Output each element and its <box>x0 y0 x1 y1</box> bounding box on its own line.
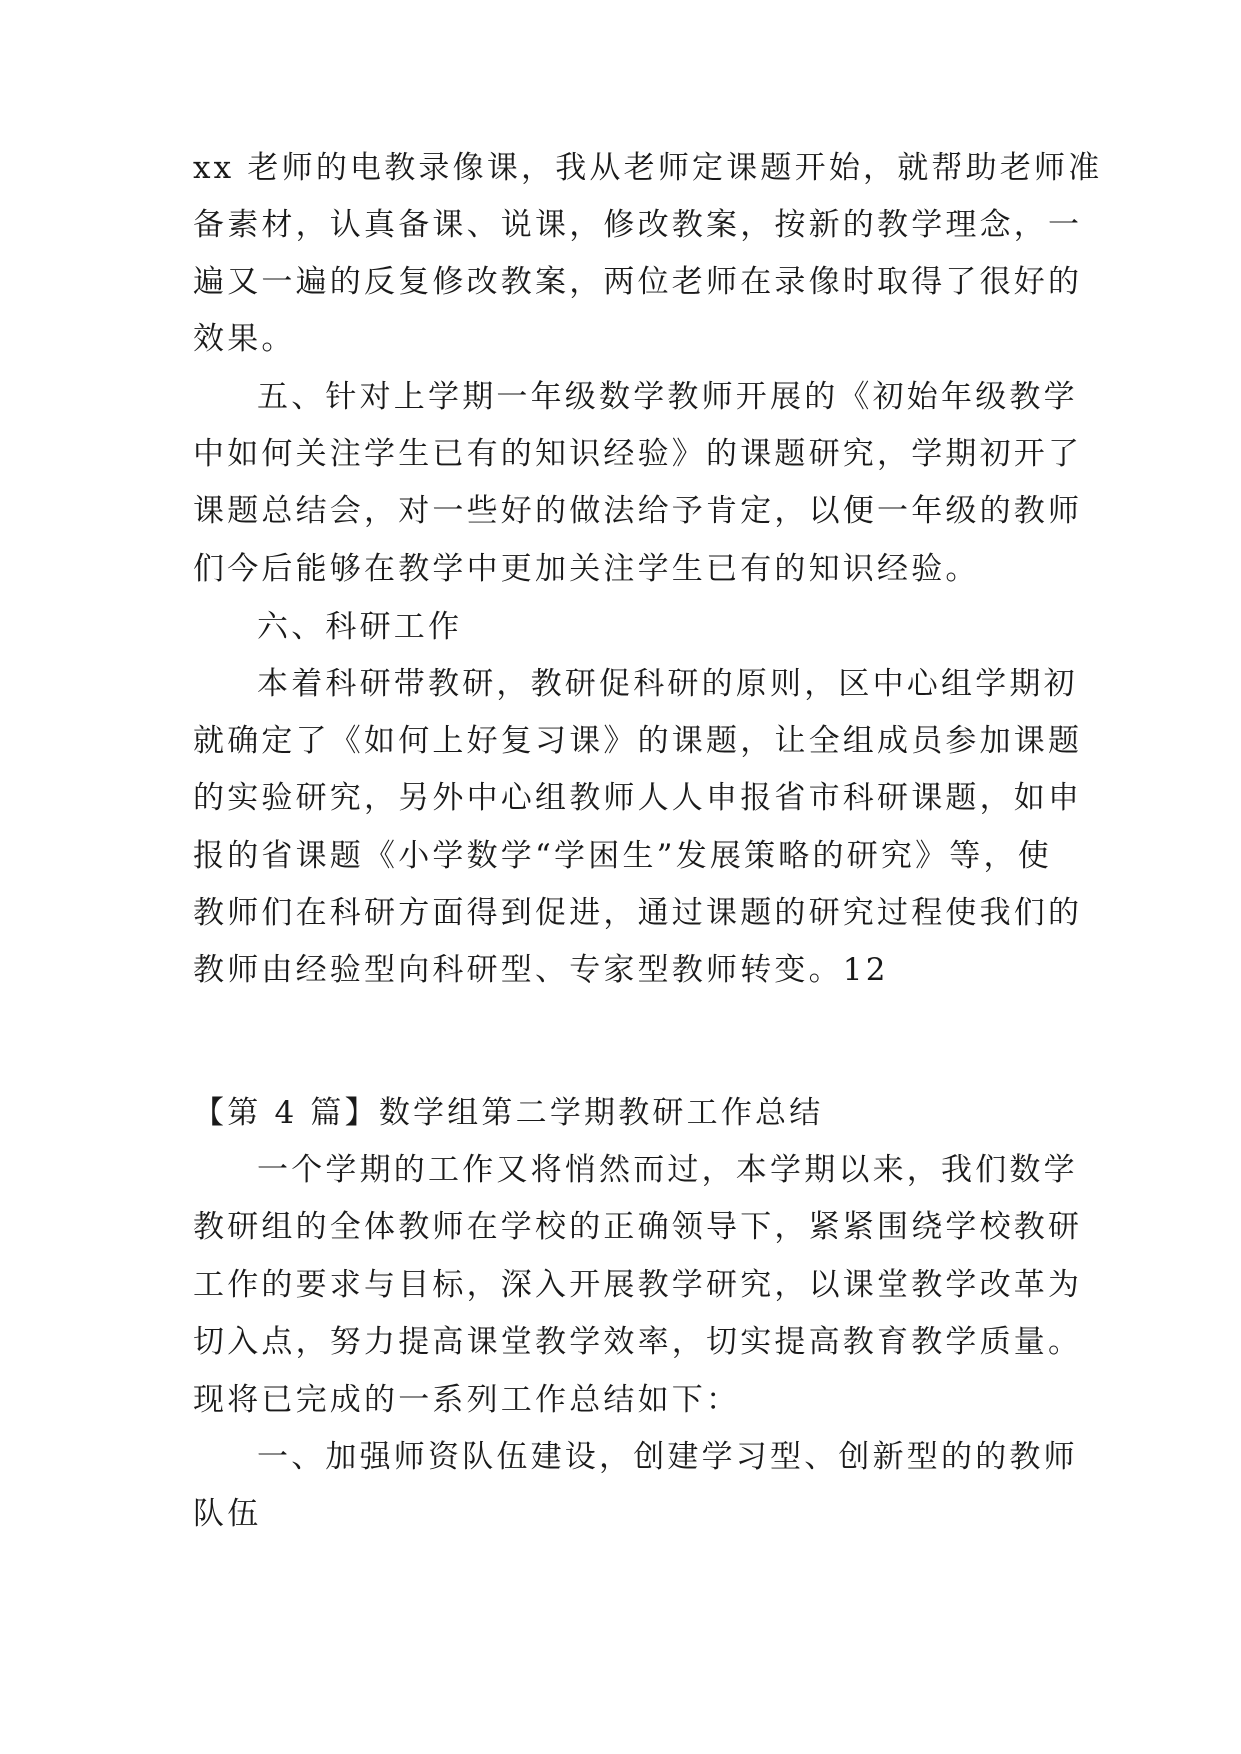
paragraph-line: 遍又一遍的反复修改教案，两位老师在录像时取得了很好的 <box>193 264 1083 300</box>
paragraph-line: 备素材，认真备课、说课，修改教案，按新的教学理念，一 <box>193 207 1083 243</box>
paragraph-line: 的实验研究，另外中心组教师人人申报省市科研课题，如申 <box>193 780 1083 816</box>
paragraph-line: 队伍 <box>193 1496 262 1532</box>
paragraph-line: 工作的要求与目标，深入开展教学研究，以课堂教学改革为 <box>193 1267 1083 1303</box>
paragraph-line: 报的省课题《小学数学“学困生”发展策略的研究》等，使 <box>193 838 1052 874</box>
paragraph-line: 现将已完成的一系列工作总结如下： <box>193 1382 741 1418</box>
paragraph-line: 五、针对上学期一年级数学教师开展的《初始年级教学 <box>257 379 1078 415</box>
paragraph-line: 效果。 <box>193 321 296 357</box>
article-title: 【第 4 篇】数学组第二学期教研工作总结 <box>193 1095 824 1131</box>
paragraph-line: 教师由经验型向科研型、专家型教师转变。12 <box>193 952 889 988</box>
paragraph-line: 教师们在科研方面得到促进，通过课题的研究过程使我们的 <box>193 895 1083 931</box>
paragraph-line: 课题总结会，对一些好的做法给予肯定，以便一年级的教师 <box>193 493 1083 529</box>
paragraph-line: 就确定了《如何上好复习课》的课题，让全组成员参加课题 <box>193 723 1083 759</box>
paragraph-line: 教研组的全体教师在学校的正确领导下，紧紧围绕学校教研 <box>193 1209 1083 1245</box>
paragraph-line: 中如何关注学生已有的知识经验》的课题研究，学期初开了 <box>193 436 1083 472</box>
paragraph-line: xx 老师的电教录像课，我从老师定课题开始，就帮助老师准 <box>193 150 1103 186</box>
paragraph-line: 一、加强师资队伍建设，创建学习型、创新型的的教师 <box>257 1439 1078 1475</box>
paragraph-line: 切入点，努力提高课堂教学效率，切实提高教育教学质量。 <box>193 1324 1083 1360</box>
paragraph-line: 们今后能够在教学中更加关注学生已有的知识经验。 <box>193 551 980 587</box>
paragraph-line: 本着科研带教研，教研促科研的原则，区中心组学期初 <box>257 666 1078 702</box>
section-heading: 六、科研工作 <box>257 609 463 645</box>
paragraph-line: 一个学期的工作又将悄然而过，本学期以来，我们数学 <box>257 1152 1078 1188</box>
